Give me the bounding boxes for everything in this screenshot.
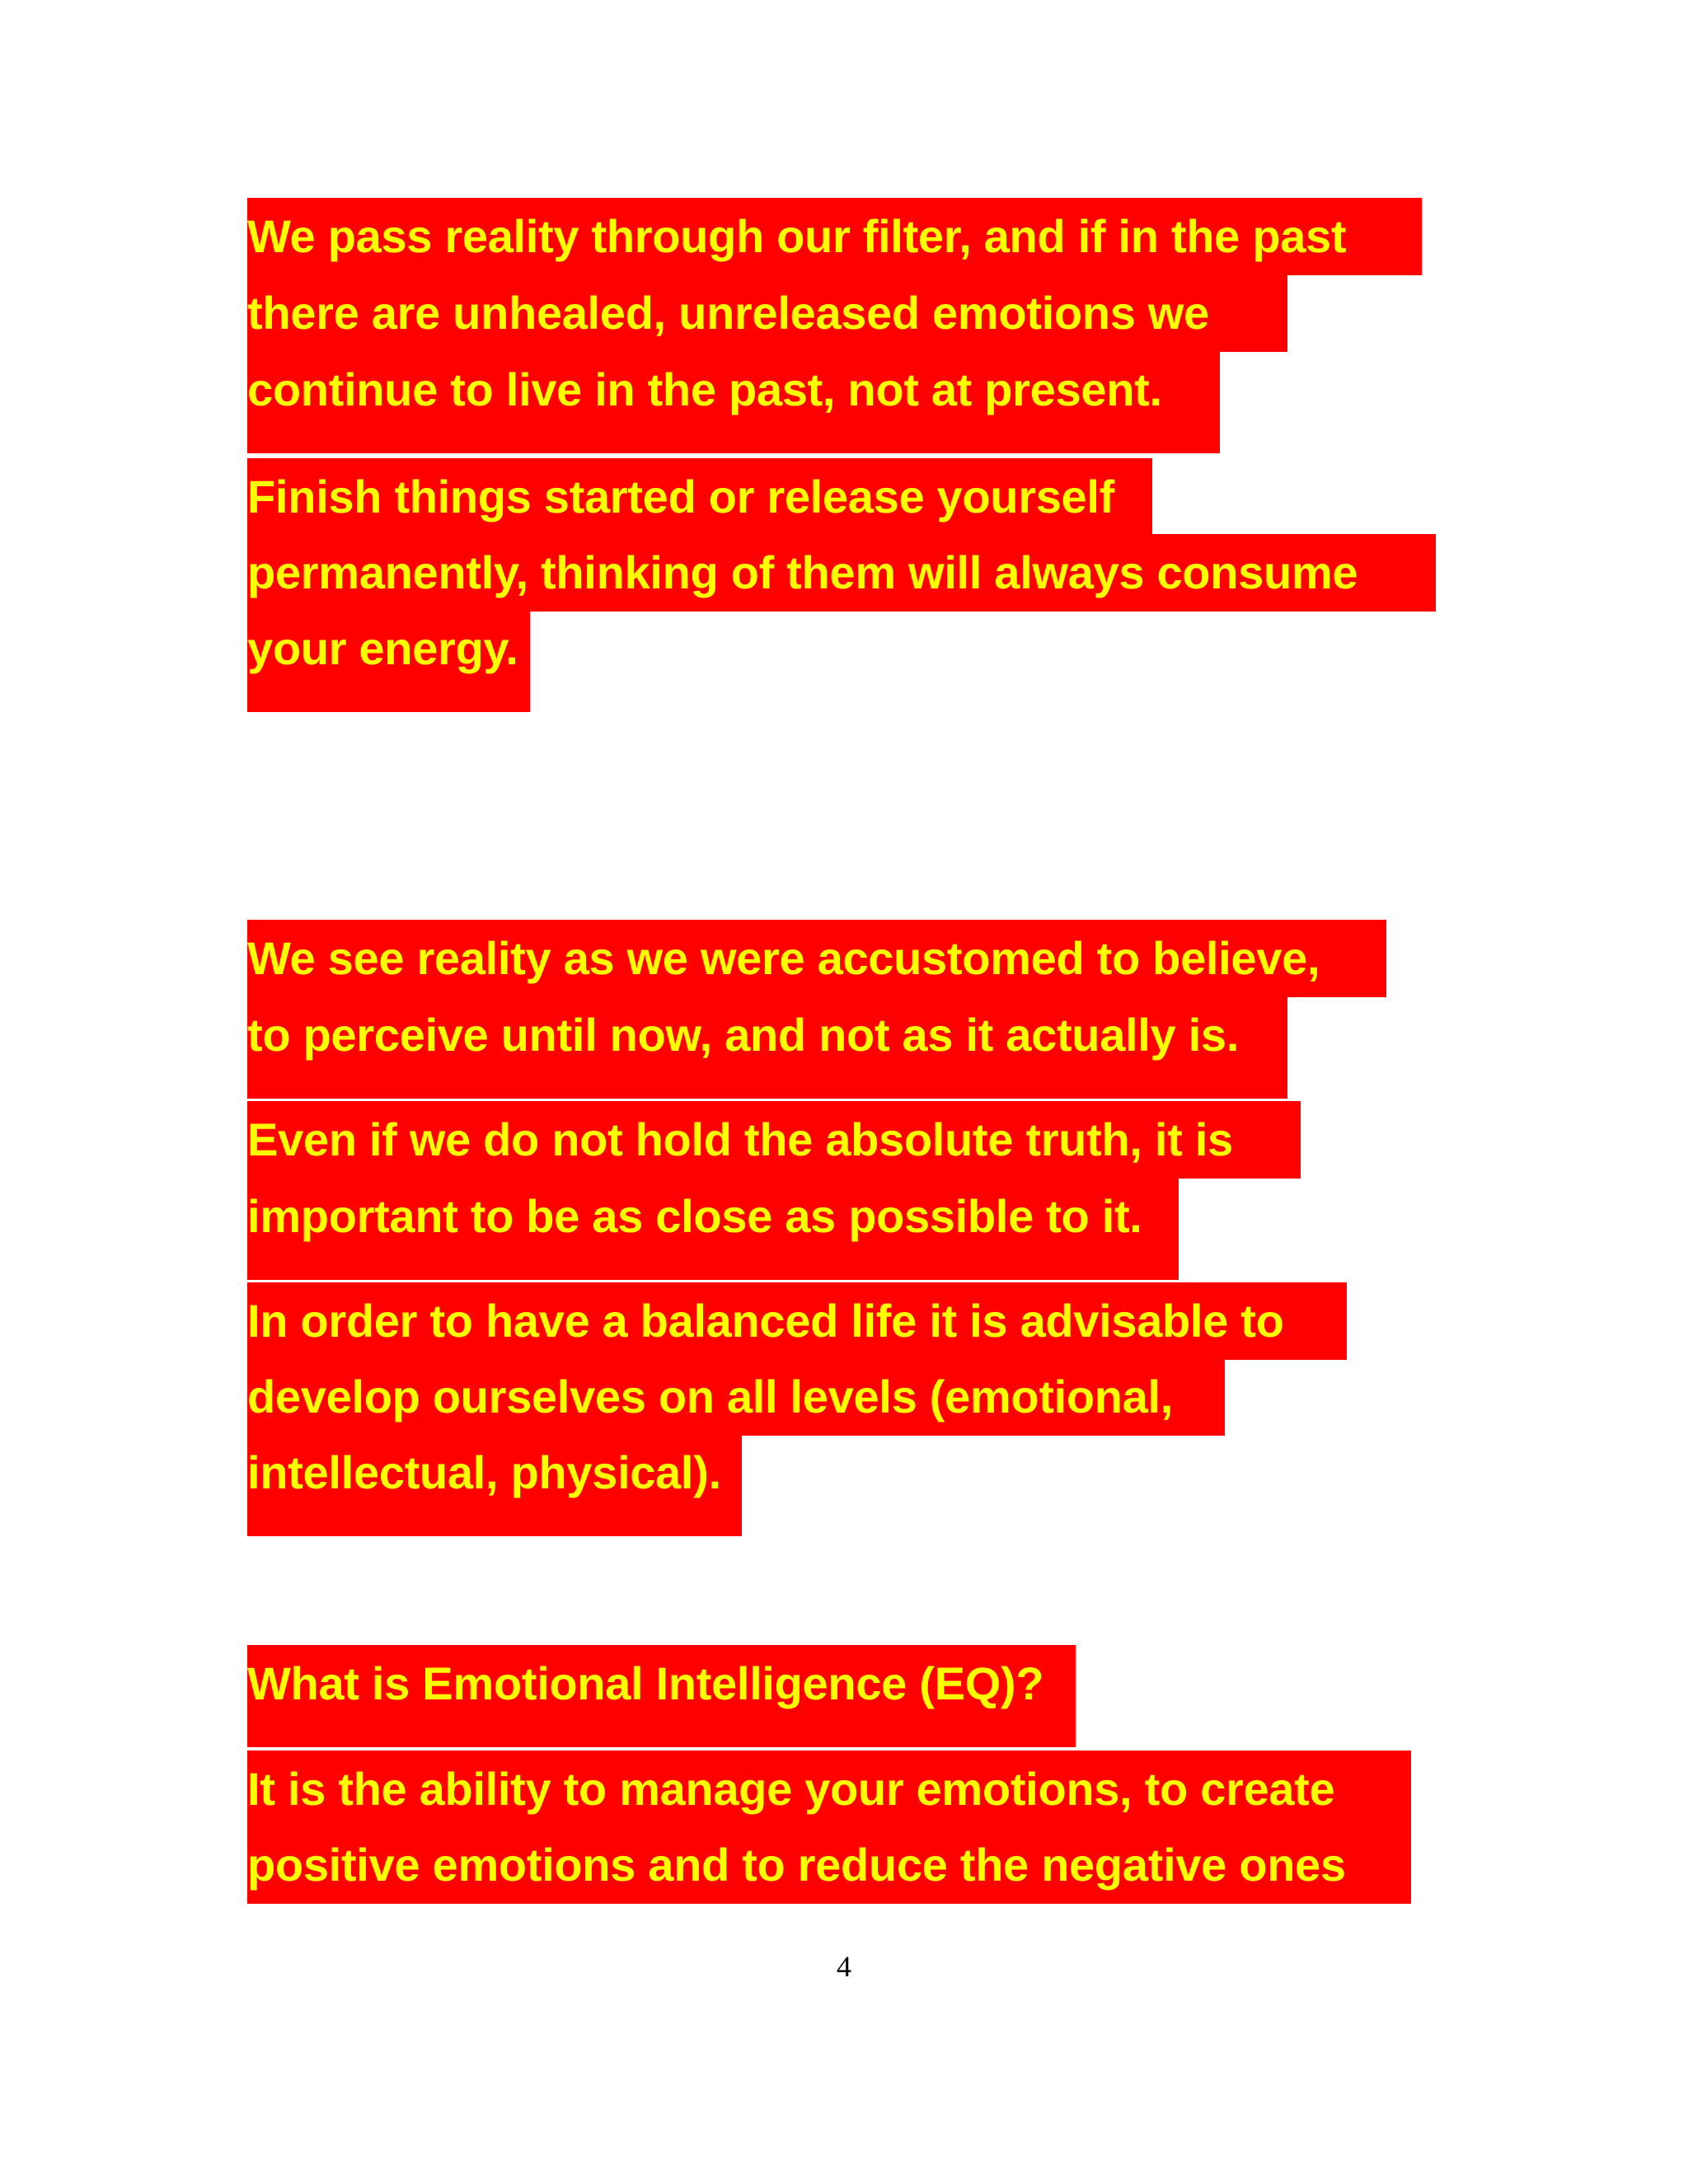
text-line: develop ourselves on all levels (emotional,	[247, 1358, 1225, 1436]
text-line: to perceive until now, and not as it actually is.	[247, 996, 1287, 1099]
text-line: permanently, thinking of them will always consume	[247, 534, 1436, 612]
text-line: your energy.	[247, 610, 530, 712]
text-line: there are unhealed, unreleased emotions we	[247, 274, 1287, 352]
text-line: continue to live in the past, not at present.	[247, 351, 1220, 453]
text-line: intellectual, physical).	[247, 1434, 742, 1536]
text-line: It is the ability to manage your emotions, to create	[247, 1750, 1411, 1828]
section-heading: What is Emotional Intelligence (EQ)?	[247, 1645, 1076, 1747]
text-line: Even if we do not hold the absolute truth, it is	[247, 1101, 1301, 1179]
text-line: In order to have a balanced life it is advisable to	[247, 1282, 1347, 1360]
text-line: Finish things started or release yourself	[247, 458, 1152, 536]
text-line: important to be as close as possible to it.	[247, 1178, 1179, 1280]
text-line: We see reality as we were accustomed to believe,	[247, 920, 1386, 997]
text-line: We pass reality through our filter, and if in the past	[247, 198, 1422, 275]
page-number: 4	[837, 1950, 851, 1983]
text-line: positive emotions and to reduce the negative ones	[247, 1826, 1411, 1904]
